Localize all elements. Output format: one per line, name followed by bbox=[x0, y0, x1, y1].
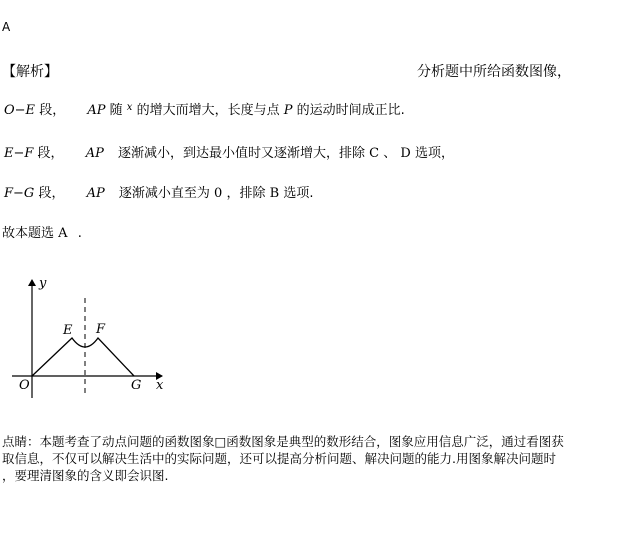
function-curve bbox=[32, 338, 134, 376]
conclusion-end: . bbox=[77, 226, 82, 241]
segment-word: 段， bbox=[38, 186, 65, 201]
ap-symbol: AP bbox=[86, 186, 105, 201]
ef-text-2: 选项， bbox=[414, 146, 454, 161]
line-ef bbox=[4, 142, 454, 161]
point-e-label: E bbox=[63, 323, 73, 338]
conclusion-text: 故本题选 bbox=[2, 226, 55, 241]
origin-label: O bbox=[19, 378, 30, 393]
ef-text-1: 逐渐减小，到达最小值时又逐渐增大，排除 bbox=[117, 146, 365, 161]
segment-word: 段， bbox=[37, 146, 64, 161]
y-axis-label: y bbox=[39, 276, 47, 291]
ap-symbol: AP bbox=[85, 146, 104, 161]
segment-word: 段， bbox=[39, 103, 66, 118]
segment-fg: F−G bbox=[4, 186, 35, 201]
sui-text: 随 bbox=[109, 103, 123, 118]
comment-line-1: 点睛：本题考查了动点问题的函数图象□函数图象是典型的数形结合，图象应用信息广泛，通过看图获 bbox=[2, 434, 564, 449]
x-axis-label: x bbox=[156, 378, 164, 393]
segment-ef: E−F bbox=[4, 146, 34, 161]
line-fg bbox=[4, 182, 313, 201]
ap-symbol: AP bbox=[87, 103, 106, 118]
x-symbol: x bbox=[126, 102, 133, 113]
analysis-heading: 【解析】 bbox=[2, 64, 58, 80]
analysis-intro: 分析题中所给函数图像， bbox=[417, 64, 571, 80]
point-f-label: F bbox=[96, 322, 106, 337]
point-g-label: G bbox=[131, 378, 142, 393]
choice-b: B bbox=[269, 186, 280, 201]
line-oe bbox=[4, 99, 405, 118]
choice-d: D bbox=[400, 146, 411, 161]
zero-value: 0 bbox=[214, 186, 223, 201]
segment-oe: O−E bbox=[4, 103, 36, 118]
comment-line-3: ，要理清图象的含义即会识图. bbox=[2, 468, 169, 483]
p-symbol: P bbox=[283, 103, 293, 118]
comment-line-2: 取信息，不仅可以解决生活中的实际问题，还可以提高分析问题、解决问题的能力.用图象解决问题时 bbox=[2, 451, 556, 466]
oe-text-2: 的运动时间成正比. bbox=[296, 103, 405, 118]
conclusion-choice: A bbox=[58, 226, 68, 241]
fg-text-3: 选项. bbox=[283, 186, 314, 201]
function-graph bbox=[8, 272, 188, 412]
fg-text-2: ，排除 bbox=[226, 186, 266, 201]
answer-letter: A bbox=[2, 20, 11, 34]
oe-text-1: 的增大而增大，长度与点 bbox=[136, 103, 280, 118]
choice-c: C bbox=[369, 146, 380, 161]
separator: 、 bbox=[383, 146, 397, 161]
fg-text-1: 逐渐减小直至为 bbox=[118, 186, 210, 201]
conclusion bbox=[2, 222, 82, 241]
